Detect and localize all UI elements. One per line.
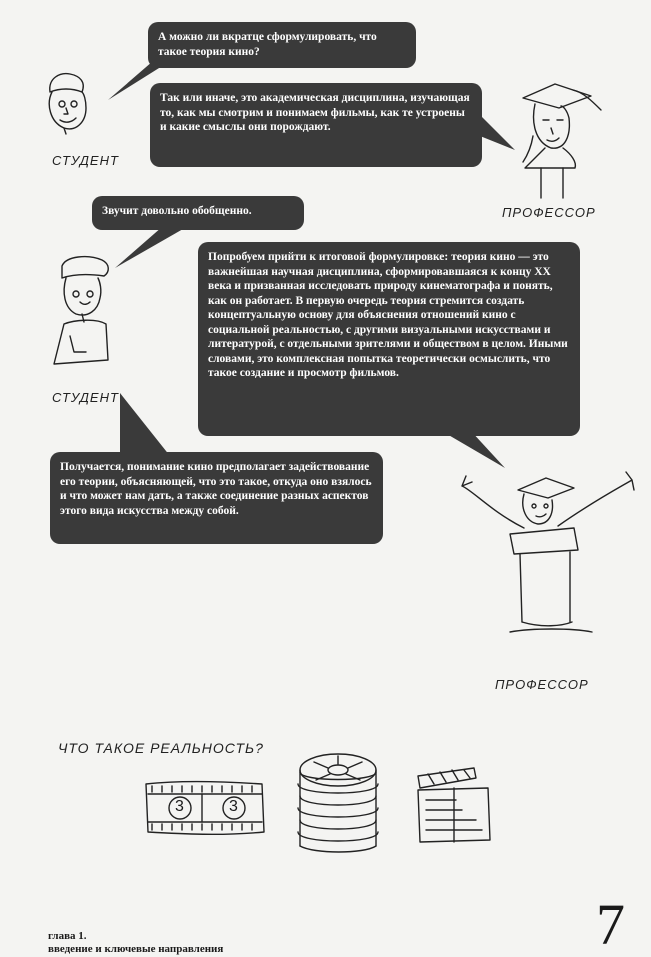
label-student-2: СТУДЕНТ <box>52 390 119 405</box>
film-strip-icon <box>142 778 267 838</box>
clapperboard-icon <box>416 768 496 848</box>
film-number-left: 3 <box>175 798 184 815</box>
student-figure <box>42 70 102 140</box>
speech-bubble-professor-answer: Так или иначе, это академическая дисциплина, изучающая то, как мы смотрим и понимаем фильмы, как те устроены и какие смыслы они порождают. <box>150 83 482 167</box>
label-professor-2: ПРОФЕССОР <box>495 677 589 692</box>
professor-figure-2 <box>462 472 637 647</box>
chapter-footer <box>48 930 223 956</box>
film-number-right: 3 <box>229 798 238 815</box>
speech-bubble-student-question: А можно ли вкратце сформулировать, что такое теория кино? <box>148 22 416 68</box>
page-number: 7 <box>596 892 625 957</box>
chapter-number: глава 1. <box>48 930 87 942</box>
chapter-subtitle: введение и ключевые направления <box>48 943 224 955</box>
question-heading: ЧТО ТАКОЕ РЕАЛЬНОСТЬ? <box>58 740 264 756</box>
film-reels-icon <box>294 748 384 858</box>
speech-bubble-student-comment: Звучит довольно обобщенно. <box>92 196 304 230</box>
label-student-1: СТУДЕНТ <box>52 153 119 168</box>
label-professor-1: ПРОФЕССОР <box>502 205 596 220</box>
professor-figure <box>505 78 615 203</box>
student-figure-2 <box>44 252 124 372</box>
speech-bubble-professor-definition: Попробуем прийти к итоговой формулировке: теория кино — это важнейшая научная дисциплина, сформировавшаяся к концу XX века и призванная исследовать природу кинематографа и понять, как он работает. В первую очередь теория стремится создать концептуальную основу для объяснения отношений кино с социальной реальностью, с другими визуальными искусствами и литературой, с отдельными зрителями и обществом в целом. Иными словами, это комплексная попытка теоретически осмыслить, что такое создание и просмотр фильмов. <box>198 242 580 436</box>
speech-bubble-student-conclusion: Получается, понимание кино предполагает задействование его теории, объясняющей, что это такое, откуда оно взялось и что может нам дать, а также соединение разных аспектов этого вида искусства между собой. <box>50 452 383 544</box>
